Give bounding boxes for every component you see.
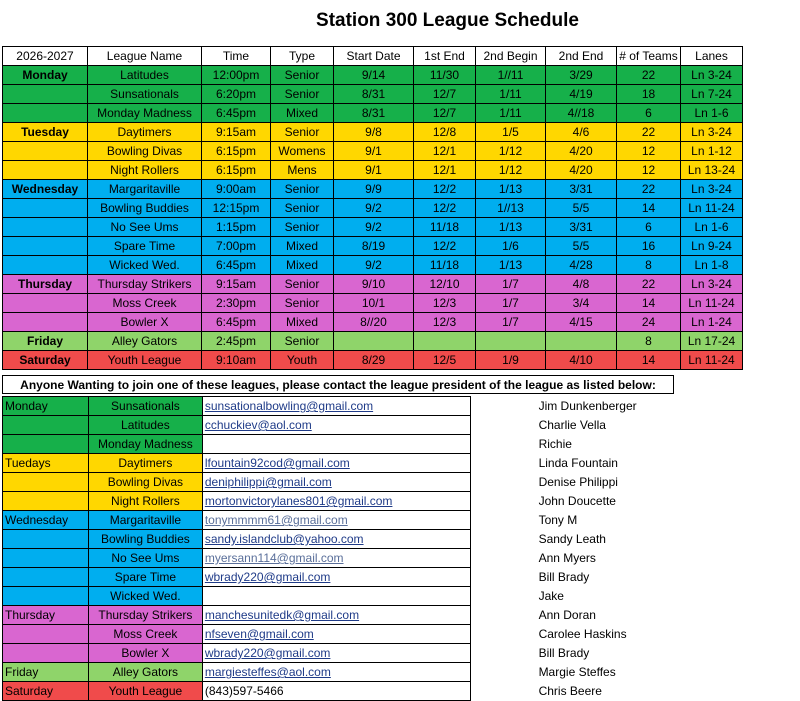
league-name-cell: Moss Creek (88, 294, 202, 313)
num-teams-cell: 22 (617, 123, 681, 142)
schedule-table (2, 46, 743, 370)
start-date-cell: 9/14 (334, 66, 414, 85)
start-date-cell: 10/1 (334, 294, 414, 313)
lanes-cell: Ln 3-24 (681, 66, 743, 85)
time-cell: 9:10am (202, 351, 271, 370)
second-end-cell: 4/8 (546, 275, 617, 294)
second-end-cell: 5/5 (546, 199, 617, 218)
second-begin-cell: 1//11 (476, 66, 546, 85)
first-end-cell: 12/2 (414, 237, 476, 256)
contact-day-cell (3, 625, 89, 644)
contact-president-cell: Ann Myers (470, 549, 799, 568)
type-cell: Senior (271, 294, 334, 313)
day-cell (3, 218, 88, 237)
day-cell (3, 256, 88, 275)
schedule-row (3, 218, 743, 237)
start-date-cell (334, 332, 414, 351)
contact-day-cell (3, 587, 89, 606)
contact-president-cell: Bill Brady (470, 644, 799, 663)
day-cell (3, 237, 88, 256)
lanes-cell: Ln 17-24 (681, 332, 743, 351)
second-end-cell: 4/20 (546, 142, 617, 161)
day-cell: Wednesday (3, 180, 88, 199)
schedule-row (3, 294, 743, 313)
contact-row (3, 568, 800, 587)
contact-row (3, 454, 800, 473)
start-date-cell: 8/31 (334, 104, 414, 123)
contact-email-cell (202, 549, 470, 568)
contact-phone: (843)597-5466 (204, 684, 284, 698)
contact-email-cell (202, 568, 470, 587)
day-cell (3, 199, 88, 218)
schedule-row (3, 256, 743, 275)
contact-email-cell (202, 682, 470, 701)
contact-president-cell: Linda Fountain (470, 454, 799, 473)
header-type: Type (271, 47, 334, 66)
type-cell: Mens (271, 161, 334, 180)
type-cell: Senior (271, 332, 334, 351)
league-name-cell: Night Rollers (88, 161, 202, 180)
contact-league-cell: Bowling Divas (88, 473, 202, 492)
contact-row (3, 473, 800, 492)
contact-row (3, 587, 800, 606)
time-cell: 9:15am (202, 275, 271, 294)
contact-league-cell: Night Rollers (88, 492, 202, 511)
contact-president-cell: Denise Philippi (470, 473, 799, 492)
start-date-cell: 9/2 (334, 218, 414, 237)
day-cell (3, 313, 88, 332)
first-end-cell: 11/30 (414, 66, 476, 85)
num-teams-cell: 22 (617, 275, 681, 294)
lanes-cell: Ln 11-24 (681, 199, 743, 218)
second-end-cell: 4/6 (546, 123, 617, 142)
contact-league-cell: No See Ums (88, 549, 202, 568)
contact-league-cell: Margaritaville (88, 511, 202, 530)
first-end-cell: 12/8 (414, 123, 476, 142)
num-teams-cell: 16 (617, 237, 681, 256)
contact-email-cell (202, 530, 470, 549)
contact-day-cell: Friday (3, 663, 89, 682)
first-end-cell: 12/3 (414, 313, 476, 332)
first-end-cell: 12/1 (414, 161, 476, 180)
type-cell: Mixed (271, 313, 334, 332)
schedule-row (3, 275, 743, 294)
num-teams-cell: 12 (617, 142, 681, 161)
second-begin-cell: 1/6 (476, 237, 546, 256)
start-date-cell: 9/10 (334, 275, 414, 294)
lanes-cell: Ln 11-24 (681, 351, 743, 370)
contact-day-cell: Tuedays (3, 454, 89, 473)
second-begin-cell: 1/7 (476, 275, 546, 294)
contact-president-cell: Carolee Haskins (470, 625, 799, 644)
day-cell (3, 294, 88, 313)
contact-row (3, 397, 800, 416)
num-teams-cell: 8 (617, 332, 681, 351)
start-date-cell: 9/1 (334, 161, 414, 180)
first-end-cell: 11/18 (414, 218, 476, 237)
lanes-cell: Ln 1-8 (681, 256, 743, 275)
type-cell: Senior (271, 218, 334, 237)
schedule-row (3, 237, 743, 256)
contact-email-cell (202, 492, 470, 511)
time-cell: 2:30pm (202, 294, 271, 313)
num-teams-cell: 14 (617, 199, 681, 218)
contact-president-cell: Sandy Leath (470, 530, 799, 549)
time-cell: 12:00pm (202, 66, 271, 85)
time-cell: 12:15pm (202, 199, 271, 218)
type-cell: Mixed (271, 104, 334, 123)
day-cell (3, 161, 88, 180)
time-cell: 6:45pm (202, 256, 271, 275)
num-teams-cell: 6 (617, 218, 681, 237)
contact-league-cell: Spare Time (88, 568, 202, 587)
time-cell: 2:45pm (202, 332, 271, 351)
second-end-cell: 4/10 (546, 351, 617, 370)
type-cell: Youth (271, 351, 334, 370)
contact-email-cell (202, 435, 470, 454)
contact-email-link[interactable]: mortonvictorylanes801@gmail.com (204, 494, 393, 508)
num-teams-cell: 14 (617, 351, 681, 370)
second-end-cell: 4/28 (546, 256, 617, 275)
schedule-row (3, 351, 743, 370)
contact-day-cell: Monday (3, 397, 89, 416)
schedule-row (3, 180, 743, 199)
day-cell: Tuesday (3, 123, 88, 142)
league-name-cell: No See Ums (88, 218, 202, 237)
time-cell: 6:45pm (202, 313, 271, 332)
time-cell: 6:45pm (202, 104, 271, 123)
lanes-cell: Ln 13-24 (681, 161, 743, 180)
lanes-cell: Ln 11-24 (681, 294, 743, 313)
contact-email-link[interactable]: deniphilippi@gmail.com (204, 475, 332, 489)
schedule-row (3, 199, 743, 218)
second-end-cell: 4/15 (546, 313, 617, 332)
contact-email-cell (202, 416, 470, 435)
second-begin-cell: 1/11 (476, 104, 546, 123)
lanes-cell: Ln 7-24 (681, 85, 743, 104)
contact-day-cell (3, 644, 89, 663)
type-cell: Senior (271, 199, 334, 218)
contact-day-cell: Saturday (3, 682, 89, 701)
contact-day-cell (3, 492, 89, 511)
schedule-row (3, 161, 743, 180)
type-cell: Womens (271, 142, 334, 161)
second-end-cell (546, 332, 617, 351)
contact-day-cell (3, 416, 89, 435)
contact-row (3, 416, 800, 435)
day-cell: Saturday (3, 351, 88, 370)
contact-email-link[interactable]: sandy.islandclub@yahoo.com (204, 532, 364, 546)
schedule-row (3, 66, 743, 85)
contact-president-cell: Richie (470, 435, 799, 454)
header-num-teams: # of Teams (617, 47, 681, 66)
league-name-cell: Sunsationals (88, 85, 202, 104)
lanes-cell: Ln 1-6 (681, 218, 743, 237)
second-end-cell: 3/31 (546, 218, 617, 237)
contact-day-cell (3, 435, 89, 454)
num-teams-cell: 24 (617, 313, 681, 332)
time-cell: 6:15pm (202, 161, 271, 180)
contact-notice: Anyone Wanting to join one of these leagues, please contact the league president of the league as listed below: (2, 375, 674, 394)
contact-day-cell (3, 568, 89, 587)
second-begin-cell: 1/7 (476, 294, 546, 313)
second-end-cell: 3/31 (546, 180, 617, 199)
contact-league-cell: Youth League (88, 682, 202, 701)
first-end-cell: 12/5 (414, 351, 476, 370)
contact-president-cell: Tony M (470, 511, 799, 530)
second-begin-cell: 1/12 (476, 142, 546, 161)
first-end-cell: 12/2 (414, 180, 476, 199)
lanes-cell: Ln 3-24 (681, 180, 743, 199)
type-cell: Senior (271, 66, 334, 85)
contact-email-cell (202, 511, 470, 530)
contact-day-cell (3, 549, 89, 568)
contact-day-cell: Wednesday (3, 511, 89, 530)
time-cell: 7:00pm (202, 237, 271, 256)
start-date-cell: 8/31 (334, 85, 414, 104)
contact-email-cell (202, 644, 470, 663)
second-begin-cell: 1//13 (476, 199, 546, 218)
second-begin-cell: 1/5 (476, 123, 546, 142)
second-end-cell: 3/29 (546, 66, 617, 85)
contact-day-cell (3, 530, 89, 549)
time-cell: 6:20pm (202, 85, 271, 104)
contact-league-cell: Moss Creek (88, 625, 202, 644)
first-end-cell (414, 332, 476, 351)
day-cell (3, 104, 88, 123)
league-name-cell: Margaritaville (88, 180, 202, 199)
contact-email-link[interactable]: nfseven@gmail.com (204, 627, 314, 641)
num-teams-cell: 18 (617, 85, 681, 104)
first-end-cell: 12/10 (414, 275, 476, 294)
first-end-cell: 12/7 (414, 85, 476, 104)
second-begin-cell: 1/7 (476, 313, 546, 332)
contact-row (3, 644, 800, 663)
schedule-row (3, 85, 743, 104)
header-time: Time (202, 47, 271, 66)
header-lanes: Lanes (681, 47, 743, 66)
second-end-cell: 4/20 (546, 161, 617, 180)
first-end-cell: 12/7 (414, 104, 476, 123)
lanes-cell: Ln 1-6 (681, 104, 743, 123)
type-cell: Senior (271, 85, 334, 104)
day-cell (3, 142, 88, 161)
contact-row (3, 511, 800, 530)
contact-president-cell: Chris Beere (470, 682, 799, 701)
contact-president-cell: Jim Dunkenberger (470, 397, 799, 416)
contact-president-cell: Jake (470, 587, 799, 606)
contact-league-cell: Daytimers (88, 454, 202, 473)
second-end-cell: 4//18 (546, 104, 617, 123)
contact-league-cell: Bowler X (88, 644, 202, 663)
contact-president-cell: Ann Doran (470, 606, 799, 625)
second-begin-cell: 1/13 (476, 180, 546, 199)
contact-row (3, 606, 800, 625)
second-begin-cell: 1/13 (476, 218, 546, 237)
league-name-cell: Bowling Buddies (88, 199, 202, 218)
type-cell: Senior (271, 180, 334, 199)
second-begin-cell (476, 332, 546, 351)
contact-league-cell: Alley Gators (88, 663, 202, 682)
start-date-cell: 9/2 (334, 256, 414, 275)
start-date-cell: 9/9 (334, 180, 414, 199)
contact-email-link[interactable]: lfountain92cod@gmail.com (204, 456, 350, 470)
contact-email-link[interactable]: manchesunitedk@gmail.com (204, 608, 360, 622)
num-teams-cell: 22 (617, 66, 681, 85)
header-second-end: 2nd End (546, 47, 617, 66)
schedule-row (3, 123, 743, 142)
num-teams-cell: 8 (617, 256, 681, 275)
contact-league-cell: Sunsationals (88, 397, 202, 416)
contact-league-cell: Wicked Wed. (88, 587, 202, 606)
contact-email-link[interactable]: myersann114@gmail.com (204, 551, 344, 565)
contact-day-cell (3, 473, 89, 492)
header-season: 2026-2027 (3, 47, 88, 66)
first-end-cell: 12/1 (414, 142, 476, 161)
league-name-cell: Thursday Strikers (88, 275, 202, 294)
league-name-cell: Bowler X (88, 313, 202, 332)
league-name-cell: Bowling Divas (88, 142, 202, 161)
league-name-cell: Daytimers (88, 123, 202, 142)
day-cell: Friday (3, 332, 88, 351)
header-first-end: 1st End (414, 47, 476, 66)
second-end-cell: 3/4 (546, 294, 617, 313)
league-name-cell: Alley Gators (88, 332, 202, 351)
contact-president-cell: Charlie Vella (470, 416, 799, 435)
contact-row (3, 549, 800, 568)
time-cell: 6:15pm (202, 142, 271, 161)
contact-row (3, 663, 800, 682)
contact-row (3, 682, 800, 701)
contact-league-cell: Bowling Buddies (88, 530, 202, 549)
contact-league-cell: Latitudes (88, 416, 202, 435)
league-name-cell: Youth League (88, 351, 202, 370)
start-date-cell: 9/8 (334, 123, 414, 142)
contact-email-cell (202, 663, 470, 682)
type-cell: Mixed (271, 256, 334, 275)
contact-email-link[interactable]: cchuckiev@aol.com (204, 418, 312, 432)
contact-president-cell: Margie Steffes (470, 663, 799, 682)
start-date-cell: 9/1 (334, 142, 414, 161)
contact-president-cell: John Doucette (470, 492, 799, 511)
header-start-date: Start Date (334, 47, 414, 66)
contact-row (3, 625, 800, 644)
lanes-cell: Ln 9-24 (681, 237, 743, 256)
contacts-table (2, 396, 800, 701)
day-cell: Monday (3, 66, 88, 85)
num-teams-cell: 22 (617, 180, 681, 199)
contact-email-cell (202, 587, 470, 606)
schedule-header-row (3, 47, 743, 66)
num-teams-cell: 14 (617, 294, 681, 313)
contact-email-link[interactable]: wbrady220@gmail.com (204, 570, 331, 584)
second-begin-cell: 1/13 (476, 256, 546, 275)
schedule-row (3, 332, 743, 351)
second-begin-cell: 1/12 (476, 161, 546, 180)
start-date-cell: 8/29 (334, 351, 414, 370)
day-cell (3, 85, 88, 104)
second-end-cell: 5/5 (546, 237, 617, 256)
schedule-row (3, 142, 743, 161)
league-name-cell: Latitudes (88, 66, 202, 85)
type-cell: Senior (271, 275, 334, 294)
lanes-cell: Ln 3-24 (681, 275, 743, 294)
start-date-cell: 8//20 (334, 313, 414, 332)
type-cell: Mixed (271, 237, 334, 256)
time-cell: 9:00am (202, 180, 271, 199)
start-date-cell: 9/2 (334, 199, 414, 218)
num-teams-cell: 12 (617, 161, 681, 180)
league-name-cell: Spare Time (88, 237, 202, 256)
schedule-row (3, 313, 743, 332)
contact-row (3, 530, 800, 549)
contact-president-cell: Bill Brady (470, 568, 799, 587)
lanes-cell: Ln 1-12 (681, 142, 743, 161)
contact-email-cell (202, 454, 470, 473)
contact-email-link[interactable]: sunsationalbowling@gmail.com (204, 399, 374, 413)
time-cell: 9:15am (202, 123, 271, 142)
contact-email-link[interactable]: tonymmmm61@gmail.com (204, 513, 348, 527)
start-date-cell: 8/19 (334, 237, 414, 256)
contact-email-cell (202, 625, 470, 644)
second-end-cell: 4/19 (546, 85, 617, 104)
time-cell: 1:15pm (202, 218, 271, 237)
page-title: Station 300 League Schedule (316, 10, 579, 31)
contact-row (3, 435, 800, 454)
contact-email-cell (202, 606, 470, 625)
contact-league-cell: Thursday Strikers (88, 606, 202, 625)
num-teams-cell: 6 (617, 104, 681, 123)
schedule-row (3, 104, 743, 123)
contact-email-cell (202, 397, 470, 416)
second-begin-cell: 1/11 (476, 85, 546, 104)
lanes-cell: Ln 1-24 (681, 313, 743, 332)
contact-league-cell: Monday Madness (88, 435, 202, 454)
type-cell: Senior (271, 123, 334, 142)
second-begin-cell: 1/9 (476, 351, 546, 370)
first-end-cell: 12/2 (414, 199, 476, 218)
contact-day-cell: Thursday (3, 606, 89, 625)
contact-email-link[interactable]: wbrady220@gmail.com (204, 646, 331, 660)
header-second-begin: 2nd Begin (476, 47, 546, 66)
day-cell: Thursday (3, 275, 88, 294)
contact-email-link[interactable]: margiesteffes@aol.com (204, 665, 331, 679)
first-end-cell: 11/18 (414, 256, 476, 275)
lanes-cell: Ln 3-24 (681, 123, 743, 142)
league-name-cell: Monday Madness (88, 104, 202, 123)
league-name-cell: Wicked Wed. (88, 256, 202, 275)
header-league-name: League Name (88, 47, 202, 66)
contact-email-cell (202, 473, 470, 492)
contact-row (3, 492, 800, 511)
first-end-cell: 12/3 (414, 294, 476, 313)
